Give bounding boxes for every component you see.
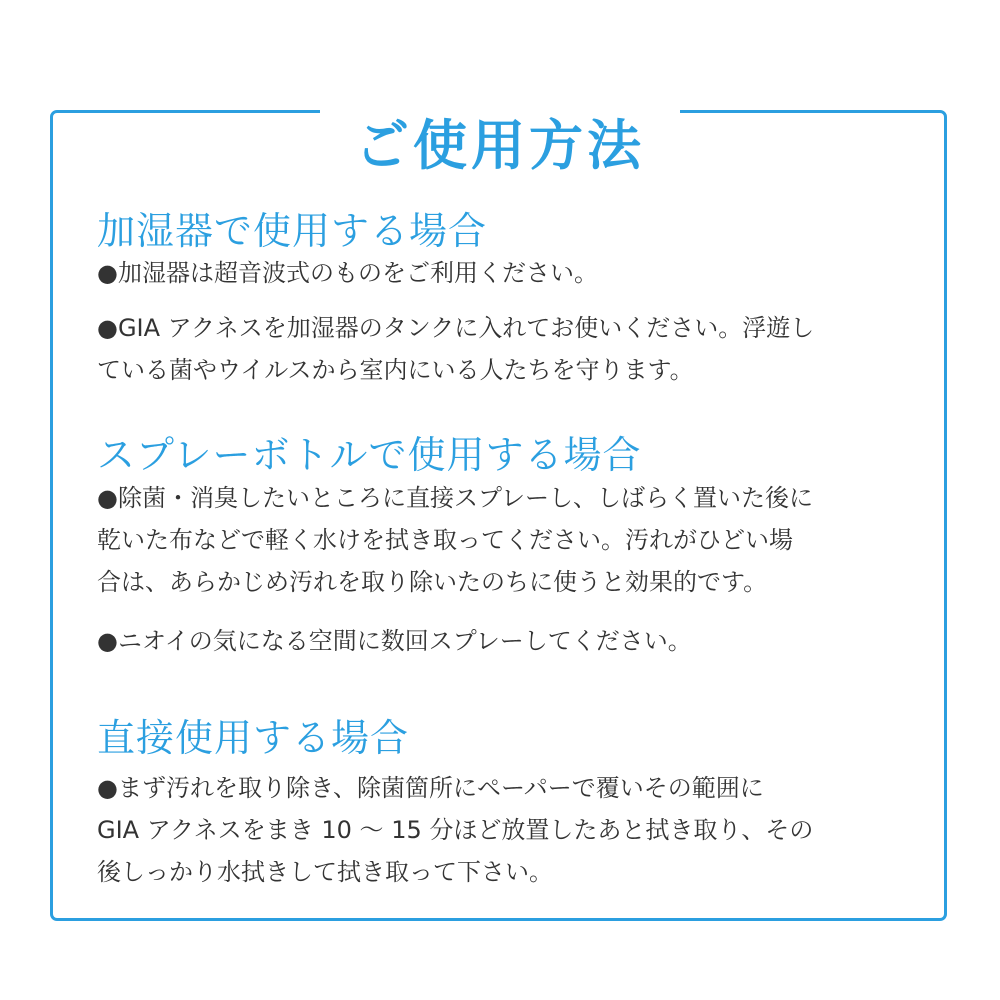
text-line: ●加湿器は超音波式のものをご利用ください。 — [97, 259, 598, 287]
text-line: 後しっかり水拭きして拭き取って下さい。 — [97, 858, 553, 886]
text-line: GIA アクネスをまき 10 〜 15 分ほど放置したあと拭き取り、その — [97, 816, 814, 844]
page-title: ご使用方法 — [320, 106, 680, 186]
paragraph-humidifier-usage — [97, 307, 912, 391]
paragraph-direct-use — [97, 767, 912, 893]
paragraph-spray-space — [97, 620, 912, 662]
text-line: ●まず汚れを取り除き、除菌箇所にペーパーで覆いその範囲に — [97, 774, 764, 802]
paragraph-spray-direct — [97, 477, 912, 603]
section-heading-humidifier: 加湿器で使用する場合 — [97, 209, 488, 253]
text-line: ●GIA アクネスを加湿器のタンクに入れてお使いください。浮遊し — [97, 314, 815, 342]
text-line: 乾いた布などで軽く水けを拭き取ってください。汚れがひどい場 — [97, 526, 793, 554]
paragraph-humidifier-type — [97, 252, 912, 294]
text-line: ている菌やウイルスから室内にいる人たちを守ります。 — [97, 356, 694, 384]
text-line: 合は、あらかじめ汚れを取り除いたのちに使うと効果的です。 — [97, 568, 768, 596]
section-heading-spray-bottle: スプレーボトルで使用する場合 — [97, 433, 642, 477]
section-heading-direct-use: 直接使用する場合 — [97, 716, 410, 760]
text-line: ●除菌・消臭したいところに直接スプレーし、しばらく置いた後に — [97, 484, 813, 512]
text-line: ●ニオイの気になる空間に数回スプレーしてください。 — [97, 627, 692, 655]
